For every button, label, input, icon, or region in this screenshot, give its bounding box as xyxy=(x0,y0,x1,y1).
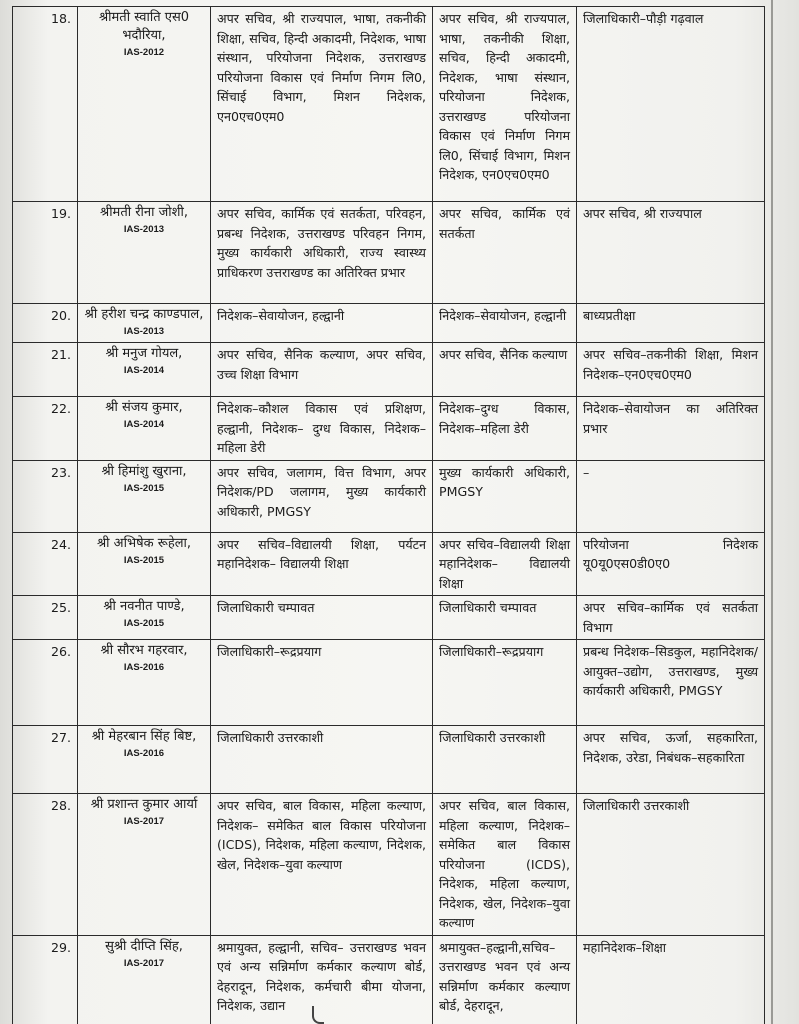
current-posting-cell: अपर सचिव, कार्मिक एवं सतर्कता, परिवहन, प्रबन्ध निदेशक, उत्तराखण्ड परिवहन निगम, मुख्य कार्यकारी अधिकारी, राज्य स्वास्थ्य प्राधिकरण उत्तराखण्ड का अतिरिक्त प्रभार xyxy=(211,202,433,304)
current-posting-cell: अपर सचिव–विद्यालयी शिक्षा, पर्यटन महानिदेशक– विद्यालयी शिक्षा xyxy=(211,532,433,596)
ias-batch: IAS-2017 xyxy=(123,816,165,827)
retained-posting-cell: अपर सचिव–विद्यालयी शिक्षा महानिदेशक– विद्यालयी शिक्षा xyxy=(433,532,577,596)
new-posting-cell: जिलाधिकारी उत्तरकाशी xyxy=(577,794,765,936)
ias-batch: IAS-2014 xyxy=(123,365,165,376)
officer-name-cell xyxy=(78,397,211,461)
table-row xyxy=(13,397,765,461)
officer-name-cell xyxy=(78,596,211,640)
officer-name-cell xyxy=(78,460,211,532)
officer-name-cell xyxy=(78,640,211,726)
new-posting-cell: अपर सचिव–तकनीकी शिक्षा, मिशन निदेशक–एन0एच0एम0 xyxy=(577,343,765,397)
current-posting-cell: जिलाधिकारी चम्पावत xyxy=(211,596,433,640)
table-body xyxy=(13,7,765,1024)
retained-posting-cell: अपर सचिव, श्री राज्यपाल, भाषा, तकनीकी शिक्षा, सचिव, हिन्दी अकादमी, निदेशक, भाषा संस्थान, परियोजना निदेशक, उत्तराखण्ड परियोजना विकास एवं निर्माण निगम लि0, सिंचाई विभाग, मिशन निदेशक, एन0एच0एम0 xyxy=(433,7,577,202)
serial-number-cell: 20. xyxy=(13,304,78,343)
serial-number-cell: 21. xyxy=(13,343,78,397)
signature-mark xyxy=(312,1006,324,1024)
table-row xyxy=(13,304,765,343)
serial-number-cell: 23. xyxy=(13,460,78,532)
serial-number-cell: 28. xyxy=(13,794,78,936)
ias-batch: IAS-2015 xyxy=(123,618,165,629)
table-row xyxy=(13,532,765,596)
officer-name-cell xyxy=(78,532,211,596)
serial-number-cell: 24. xyxy=(13,532,78,596)
ias-batch: IAS-2016 xyxy=(123,748,165,759)
serial-number-cell: 22. xyxy=(13,397,78,461)
new-posting-cell: – xyxy=(577,460,765,532)
table-row xyxy=(13,640,765,726)
transfer-order-table xyxy=(12,6,765,1024)
serial-number-cell: 29. xyxy=(13,935,78,1024)
serial-number-cell: 19. xyxy=(13,202,78,304)
table-row xyxy=(13,343,765,397)
new-posting-cell: बाध्यप्रतीक्षा xyxy=(577,304,765,343)
officer-name-cell xyxy=(78,202,211,304)
current-posting-cell: अपर सचिव, जलागम, वित्त विभाग, अपर निदेशक/PD जलागम, मुख्य कार्यकारी अधिकारी, PMGSY xyxy=(211,460,433,532)
ias-batch: IAS-2012 xyxy=(123,47,165,58)
officer-name: श्री प्रशान्त कुमार आर्या xyxy=(90,797,198,812)
serial-number-cell: 27. xyxy=(13,726,78,794)
table-row xyxy=(13,460,765,532)
current-posting-cell: अपर सचिव, सैनिक कल्याण, अपर सचिव, उच्च शिक्षा विभाग xyxy=(211,343,433,397)
ias-batch: IAS-2015 xyxy=(123,482,165,494)
ias-batch: IAS-2014 xyxy=(123,419,165,430)
officer-name: श्री अभिषेक रूहेला, xyxy=(96,535,192,551)
ias-batch: IAS-2013 xyxy=(123,326,165,337)
table-row xyxy=(13,7,765,202)
officer-name-cell xyxy=(78,726,211,794)
retained-posting-cell: निदेशक–दुग्ध विकास, निदेशक–महिला डेरी xyxy=(433,397,577,461)
officer-name-cell xyxy=(78,794,211,936)
current-posting-cell: श्रमायुक्त, हल्द्वानी, सचिव– उत्तराखण्ड भवन एवं अन्य सन्निर्माण कर्मकार कल्याण बोर्ड, देहरादून, निदेशक, कर्मचारी बीमा योजना, निदेशक, उद्यान xyxy=(211,935,433,1024)
retained-posting-cell: निदेशक–सेवायोजन, हल्द्वानी xyxy=(433,304,577,343)
new-posting-cell: अपर सचिव, श्री राज्यपाल xyxy=(577,202,765,304)
serial-number-cell: 18. xyxy=(13,7,78,202)
table-row xyxy=(13,596,765,640)
retained-posting-cell: जिलाधिकारी चम्पावत xyxy=(433,596,577,640)
officer-name-cell xyxy=(78,304,211,343)
current-posting-cell: अपर सचिव, बाल विकास, महिला कल्याण, निदेशक– समेकित बाल विकास परियोजना (ICDS), निदेशक, महिला कल्याण, निदेशक, खेल, निदेशक–युवा कल्याण xyxy=(211,794,433,936)
new-posting-cell: अपर सचिव, ऊर्जा, सहकारिता, निदेशक, उरेडा, निबंधक–सहकारिता xyxy=(577,726,765,794)
current-posting-cell: अपर सचिव, श्री राज्यपाल, भाषा, तकनीकी शिक्षा, सचिव, हिन्दी अकादमी, निदेशक, भाषा संस्थान, परियोजना निदेशक, उत्तराखण्ड परियोजना विकास एवं निर्माण निगम लि0, सिंचाई विभाग, मिशन निदेशक, एन0एच0एम0 xyxy=(211,7,433,202)
table-row xyxy=(13,726,765,794)
retained-posting-cell: अपर सचिव, बाल विकास, महिला कल्याण, निदेशक–समेकित बाल विकास परियोजना (ICDS), निदेशक, महिला कल्याण, निदेशक, खेल, निदेशक–युवा कल्याण xyxy=(433,794,577,936)
officer-name: श्री मनुज गोयल, xyxy=(105,346,183,361)
officer-name: श्री संजय कुमार, xyxy=(105,400,183,415)
officer-name: सुश्री दीप्ति सिंह, xyxy=(105,938,183,954)
serial-number-cell: 25. xyxy=(13,596,78,640)
new-posting-cell: जिलाधिकारी–पौड़ी गढ़वाल xyxy=(577,7,765,202)
officer-name: श्री हिमांशु खुराना, xyxy=(101,463,187,479)
current-posting-cell: जिलाधिकारी–रूद्रप्रयाग xyxy=(211,640,433,726)
retained-posting-cell: श्रमायुक्त–हल्द्वानी,सचिव– उत्तराखण्ड भवन एवं अन्य सन्निर्माण कर्मकार कल्याण बोर्ड, देहरादून, xyxy=(433,935,577,1024)
table-row xyxy=(13,935,765,1024)
new-posting-cell: परियोजना निदेशक यू0यू0एस0डी0ए0 xyxy=(577,532,765,596)
retained-posting-cell: अपर सचिव, कार्मिक एवं सतर्कता xyxy=(433,202,577,304)
serial-number-cell: 26. xyxy=(13,640,78,726)
new-posting-cell: अपर सचिव–कार्मिक एवं सतर्कता विभाग xyxy=(577,596,765,640)
new-posting-cell: निदेशक–सेवायोजन का अतिरिक्त प्रभार xyxy=(577,397,765,461)
current-posting-cell: जिलाधिकारी उत्तरकाशी xyxy=(211,726,433,794)
officer-name: श्रीमती रीना जोशी, xyxy=(99,205,188,220)
ias-batch: IAS-2013 xyxy=(123,224,165,235)
officer-name: श्री नवनीत पाण्डे, xyxy=(103,599,185,614)
new-posting-cell: महानिदेशक–शिक्षा xyxy=(577,935,765,1024)
officer-name-cell xyxy=(78,935,211,1024)
officer-name: श्री मेहरबान सिंह बिष्ट, xyxy=(91,729,197,744)
officer-name: श्री हरीश चन्द्र काण्डपाल, xyxy=(84,307,204,322)
ias-batch: IAS-2015 xyxy=(123,554,165,566)
current-posting-cell: निदेशक–कौशल विकास एवं प्रशिक्षण, हल्द्वानी, निदेशक– दुग्ध विकास, निदेशक–महिला डेरी xyxy=(211,397,433,461)
retained-posting-cell: मुख्य कार्यकारी अधिकारी, PMGSY xyxy=(433,460,577,532)
officer-name-cell xyxy=(78,343,211,397)
officer-name: श्रीमती स्वाति एस0 भदौरिया, xyxy=(98,10,190,43)
current-posting-cell: निदेशक–सेवायोजन, हल्द्वानी xyxy=(211,304,433,343)
ias-batch: IAS-2016 xyxy=(123,662,165,673)
officer-name: श्री सौरभ गहरवार, xyxy=(100,643,188,658)
table-row xyxy=(13,794,765,936)
ias-batch: IAS-2017 xyxy=(123,957,165,969)
page-edge-line xyxy=(771,0,773,1024)
table-row xyxy=(13,202,765,304)
officer-name-cell xyxy=(78,7,211,202)
new-posting-cell: प्रबन्ध निदेशक–सिडकुल, महानिदेशक/आयुक्त–उद्योग, उत्तराखण्ड, मुख्य कार्यकारी अधिकारी, PMGSY xyxy=(577,640,765,726)
retained-posting-cell: जिलाधिकारी–रूद्रप्रयाग xyxy=(433,640,577,726)
retained-posting-cell: अपर सचिव, सैनिक कल्याण xyxy=(433,343,577,397)
retained-posting-cell: जिलाधिकारी उत्तरकाशी xyxy=(433,726,577,794)
